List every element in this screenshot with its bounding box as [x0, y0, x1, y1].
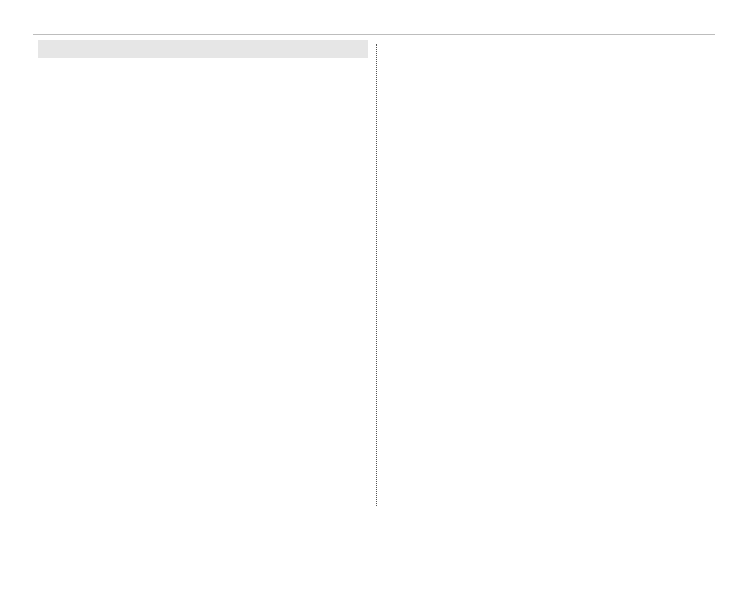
column-divider: [376, 44, 377, 506]
menus-heading-bar: [38, 40, 368, 58]
header-rule: [33, 34, 715, 35]
